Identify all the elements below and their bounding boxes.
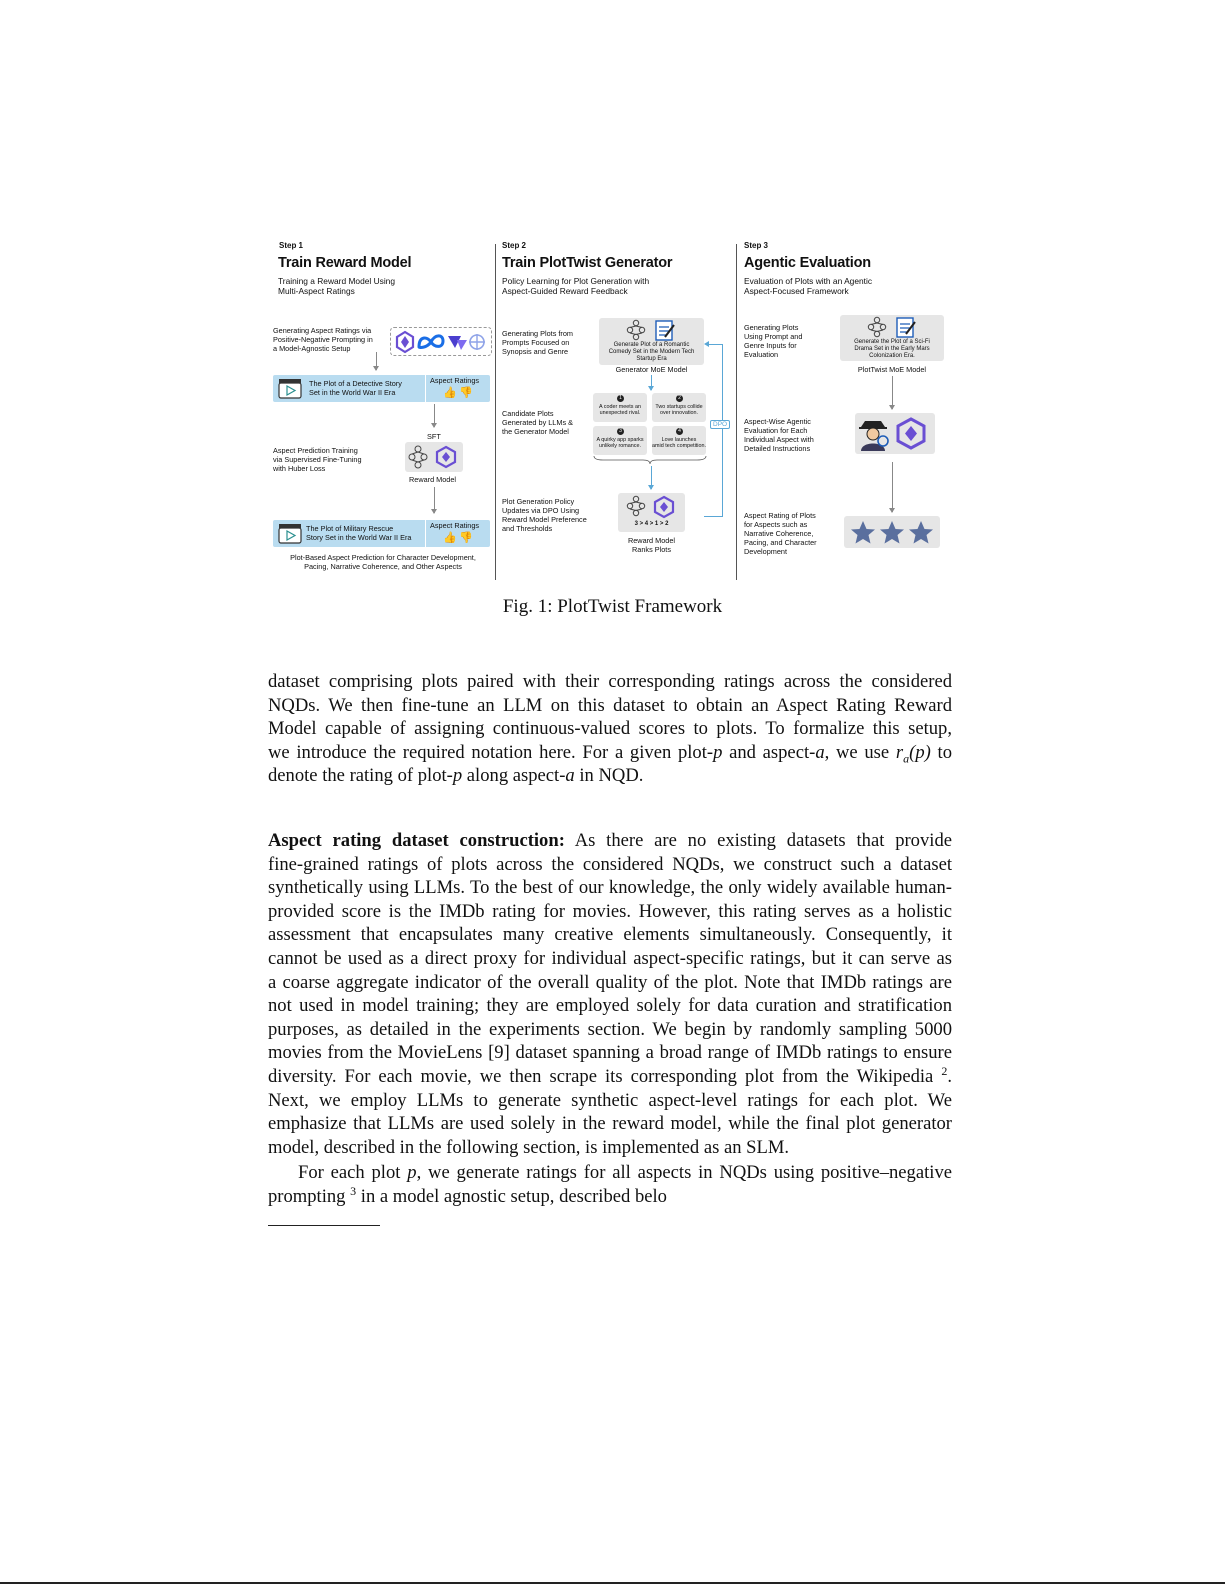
llm-spark-icon (469, 334, 485, 350)
plottwist-model-label: PlotTwist MoE Model (857, 365, 927, 374)
step2-label: Step 2 (502, 241, 527, 250)
prediction-label: Aspect Prediction Training via Supervised Fine-Tuning with Huber Loss (273, 446, 362, 473)
plottwist-card (840, 315, 944, 361)
network-icon (868, 317, 885, 336)
text-line: Next, we employ LLMs to generate synthetic aspect-level ratings for each plot. We (268, 1089, 952, 1111)
page-bottom-rule (0, 1582, 1225, 1584)
network-icon (627, 496, 644, 515)
notepad-icon (656, 321, 674, 340)
column-divider (495, 244, 496, 580)
footnote-ref[interactable]: 3 (350, 1183, 357, 1198)
column-divider (736, 244, 737, 580)
step1-label: Step 1 (279, 241, 304, 250)
candidate-plot: 1 A coder meets an unexpected rival. (593, 393, 647, 422)
text-line: a coarse aggregate indicator of the overall quality of the plot. Note that IMDb ratings are (268, 971, 952, 993)
thumbs-up-icon: 👍 (443, 387, 457, 399)
text-line: provided score is the IMDb rating for movies. However, this rating serves as a holistic (268, 900, 952, 922)
sft-label: SFT (427, 432, 441, 441)
arrow-down (892, 462, 893, 512)
plottwist-prompt: Generate the Plot of a Sci-Fi Drama Set in the Early Mars Colonization Era. (854, 339, 930, 359)
section-heading: Aspect rating dataset construction: (268, 830, 565, 851)
generator-label: Generator MoE Model (615, 365, 688, 374)
candidate-plot: 2 Two startups collide over innovation. (652, 393, 706, 422)
step1-bottom-note: Plot-Based Aspect Prediction for Character Development, Pacing, Narrative Coherence, and Other Aspects (290, 553, 476, 571)
paragraph-3 (268, 1161, 952, 1208)
figure-caption: Fig. 1: PlotTwist Framework (502, 596, 723, 617)
step3-subtitle: Evaluation of Plots with an Agentic Aspect-Focused Framework (744, 276, 873, 296)
candidates-brace (593, 455, 708, 465)
generator-prompt: Generate Plot of a Romantic Comedy Set in the Modern Tech Startup Era (608, 342, 695, 362)
text-line: not used in model training; they are employed solely for data curation and stratification (268, 995, 952, 1017)
plot2-bar (273, 520, 490, 547)
dpo-loop-line (704, 516, 723, 517)
thumbs-down-icon: 👎 (459, 387, 473, 399)
reward-rank-card (618, 493, 685, 532)
llm-logos (390, 327, 492, 356)
agentic-label: Aspect-Wise Agentic Evaluation for Each Individual Aspect with Detailed Instructions (744, 417, 814, 453)
arrow-down (376, 352, 377, 370)
text-line: Aspect rating dataset construction: As there are no existing datasets that provide (268, 830, 952, 851)
detective-icon (859, 421, 888, 451)
network-icon (409, 446, 427, 468)
dpo-tag: DPO (710, 420, 730, 429)
aspect-ratings-label: Aspect Ratings (430, 521, 480, 530)
arrow-left (704, 341, 709, 347)
step2-title: Train PlotTwist Generator (502, 255, 673, 271)
plot1-bar (273, 375, 490, 402)
llm-wing-icon (448, 336, 467, 350)
dpo-loop-line (722, 344, 723, 516)
aspect-ratings-label: Aspect Ratings (430, 376, 480, 385)
text-line: Model capable of assigning continuous-valued scores to plots. To formalize this setup, (268, 718, 952, 740)
rating-label: Aspect Rating of Plots for Aspects such as Narrative Coherence, Pacing, and Character Development (744, 511, 817, 556)
text-line: prompting $^3$ in a model agnostic setup, described belo (268, 1183, 667, 1207)
star-icon (909, 521, 933, 544)
meta-logo-icon (419, 336, 443, 348)
paragraph-1 (268, 670, 952, 788)
text-line: dataset comprising plots paired with their corresponding ratings across the considered (268, 671, 952, 692)
llm-star-icon (437, 447, 455, 467)
reward-model-label: Reward Model (409, 475, 457, 484)
text-line: synthetically using LLMs. To the best of our knowledge, the only widely available human- (268, 877, 952, 899)
text-line: purposes, as detailed in the experiments section. We begin by randomly sampling 5000 (268, 1018, 952, 1040)
policy-label: Plot Generation Policy Updates via DPO Using Reward Model Preference and Thresholds (502, 497, 587, 533)
ranking-order: 3 > 4 > 1 > 2 (634, 521, 669, 527)
text-line: NQDs. We then fine-tune an LLM on this dataset to obtain an Aspect Rating Reward (268, 694, 952, 716)
star-icon (880, 521, 904, 544)
footnote-ref[interactable]: 2 (941, 1063, 948, 1078)
generator-card (599, 318, 704, 365)
video-icon (278, 523, 302, 544)
notepad-icon (897, 318, 915, 337)
arrow-down (651, 375, 652, 390)
network-icon (627, 320, 644, 339)
agent-card (855, 413, 935, 454)
text-line: emphasize that LLMs are used solely in the reward model, while the final plot generator (268, 1113, 952, 1135)
text-line: diversity. For each movie, we then scrape its corresponding plot from the Wikipedia $^2$. (268, 1063, 952, 1087)
reward-ranks-label: Reward Model Ranks Plots (627, 536, 676, 554)
star-icon (851, 521, 875, 544)
arrow-down (434, 487, 435, 513)
text-line: movies from the MovieLens [9] dataset spanning a broad range of IMDb ratings to ensure (268, 1042, 952, 1064)
step3-label: Step 3 (744, 241, 769, 250)
text-line: assessment that encapsulates many creative elements simultaneously. Consequently, it (268, 924, 952, 946)
video-icon (278, 378, 302, 399)
thumbs-down-icon: 👎 (459, 532, 473, 544)
gen-ratings-label: Generating Aspect Ratings via Positive-Negative Prompting in a Model-Agnostic Setup (273, 326, 373, 353)
star-rating-card (844, 516, 940, 548)
candidate-plot: 3 A quirky app sparks unlikely romance. (593, 426, 647, 455)
arrow-down (434, 404, 435, 427)
text-line: For each plot p, we generate ratings for all aspects in NQDs using positive–negative (298, 1162, 952, 1183)
framework-figure (268, 236, 958, 586)
reward-model-card (405, 442, 463, 472)
llm-star-icon (397, 332, 413, 352)
gen-plots-label: Generating Plots from Prompts Focused on Synopsis and Genre (502, 329, 573, 356)
llm-star-icon (898, 419, 924, 448)
text-line: we introduce the required notation here. For a given plot-p and aspect-a, we use $r_a(p)$ to (268, 741, 952, 766)
step2-subtitle: Policy Learning for Plot Generation with Aspect-Guided Reward Feedback (502, 276, 650, 296)
arrow-down (651, 466, 652, 489)
plot1-title: The Plot of a Detective Story Set in the World War II Era (309, 379, 402, 397)
thumbs-up-icon: 👍 (443, 532, 457, 544)
arrow-down (892, 376, 893, 409)
step3-title: Agentic Evaluation (744, 255, 871, 271)
step3-gen-label: Generating Plots Using Prompt and Genre Inputs for Evaluation (744, 323, 803, 359)
candidate-plot: 4 Love launches amid tech competition. (652, 426, 706, 455)
text-line: denote the rating of plot-p along aspect-a in NQD. (268, 765, 644, 787)
plot2-title: The Plot of Military Rescue Story Set in the World War II Era (306, 524, 412, 542)
step1-subtitle: Training a Reward Model Using Multi-Aspect Ratings (278, 276, 395, 296)
footnote-rule (268, 1225, 380, 1226)
llm-star-icon (655, 497, 673, 517)
paragraph-2 (268, 829, 952, 1159)
text-line: cannot be used as a direct proxy for individual aspect-specific ratings, but it can serve as (268, 947, 952, 969)
step1-title: Train Reward Model (278, 255, 412, 271)
text-line: fine-grained ratings of plots across the considered NQDs, we construct such a dataset (268, 853, 952, 875)
text-line: model, described in the following section, is implemented as an SLM. (268, 1136, 790, 1158)
candidates-label: Candidate Plots Generated by LLMs & the Generator Model (502, 409, 573, 436)
